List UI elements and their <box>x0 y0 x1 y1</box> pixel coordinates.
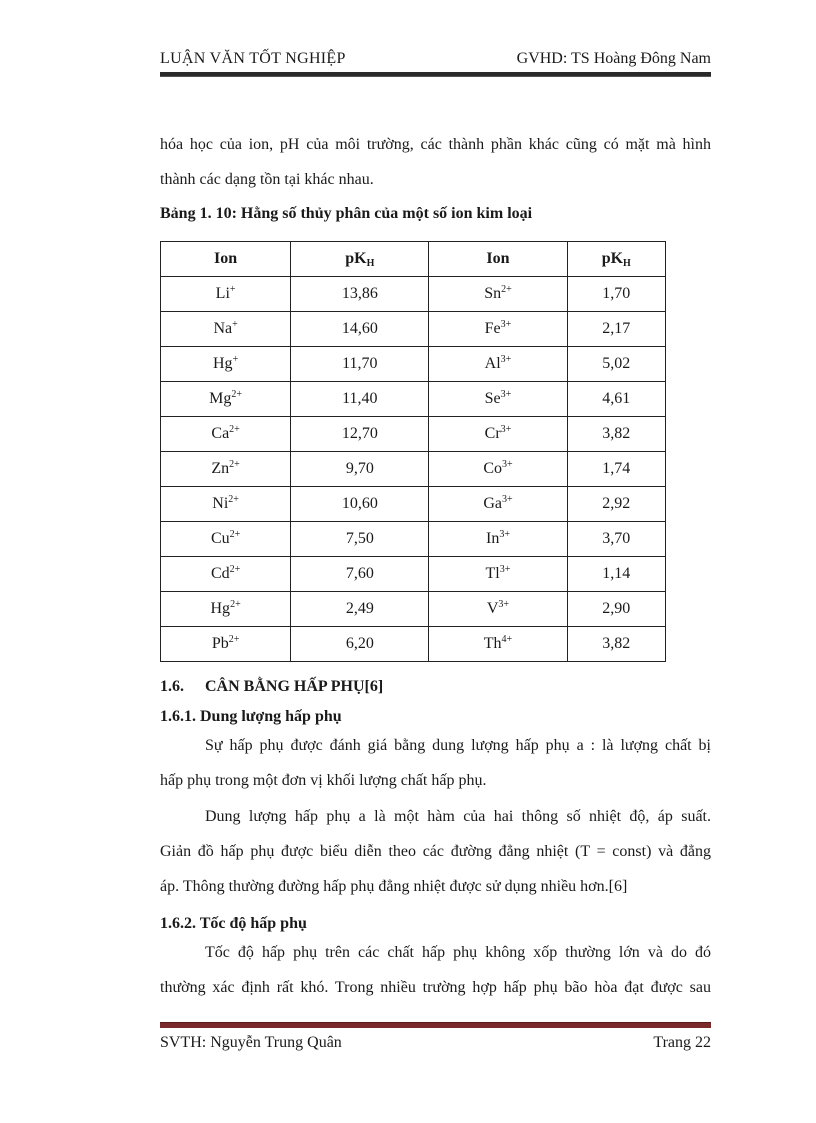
ion-cell-left-charge: 2+ <box>231 389 243 400</box>
pkh-cell-left: 14,60 <box>291 312 429 347</box>
s162-p1-line-1: Tốc độ hấp phụ trên các chất hấp phụ không xốp thường lớn và do đó <box>205 944 711 961</box>
ion-cell-right <box>429 382 567 417</box>
s161-p1-line-2: hấp phụ trong một đơn vị khối lượng chất hấp phụ. <box>160 772 487 789</box>
ion-cell-left-symbol: Li <box>215 285 230 302</box>
ion-cell-left-symbol: Cd <box>210 565 230 582</box>
section-1-6-1-heading: 1.6.1. Dung lượng hấp phụ <box>160 708 342 725</box>
ion-cell-left-symbol: Mg <box>209 390 232 407</box>
ion-cell-right-symbol: Fe <box>484 320 501 337</box>
ion-cell-right <box>429 487 567 522</box>
header-pk-2-subscript: H <box>623 258 631 269</box>
ion-cell-right <box>429 417 567 452</box>
pkh-cell-right: 2,92 <box>567 487 665 522</box>
header-advisor: GVHD: TS Hoàng Đông Nam <box>516 50 711 67</box>
ion-cell-right-charge: 3+ <box>499 529 510 540</box>
hydrolysis-constants-table <box>160 241 666 662</box>
table-row <box>161 487 666 522</box>
ion-cell-right-symbol: Th <box>483 635 502 652</box>
ion-cell-left <box>161 347 291 382</box>
header-pk-2-text: pK <box>601 250 624 267</box>
ion-cell-left <box>161 522 291 557</box>
table-row <box>161 592 666 627</box>
ion-cell-left <box>161 627 291 662</box>
ion-cell-left-symbol: Hg <box>210 600 231 617</box>
ion-cell-right-symbol: Se <box>484 390 501 407</box>
ion-cell-left-symbol: Na <box>213 320 233 337</box>
ion-cell-right <box>429 312 567 347</box>
ion-cell-left <box>161 592 291 627</box>
pkh-cell-right: 2,17 <box>567 312 665 347</box>
section-1-6-number: 1.6. <box>160 678 184 695</box>
header-pk-1-subscript: H <box>366 258 375 269</box>
page-header <box>160 50 711 72</box>
intro-line-1: hóa học của ion, pH của môi trường, các thành phần khác cũng có mặt mà hình <box>160 136 711 153</box>
pkh-cell-left: 11,70 <box>291 347 429 382</box>
ion-cell-right-symbol: In <box>485 530 500 547</box>
ion-cell-left-symbol: Zn <box>211 460 230 477</box>
ion-cell-left <box>161 487 291 522</box>
pkh-cell-left: 12,70 <box>291 417 429 452</box>
ion-cell-right <box>429 557 567 592</box>
table-row <box>161 557 666 592</box>
ion-cell-right-charge: 3+ <box>500 389 512 400</box>
ion-cell-right-charge: 3+ <box>501 459 513 470</box>
ion-cell-left-charge: 2+ <box>228 494 239 505</box>
ion-cell-left <box>161 417 291 452</box>
s161-p2-line-1: Dung lượng hấp phụ a là một hàm của hai thông số nhiệt độ, áp suất. <box>205 808 711 825</box>
footer-page-number: Trang 22 <box>653 1034 711 1051</box>
pkh-cell-left: 7,60 <box>291 557 429 592</box>
ion-cell-right-symbol: Tl <box>485 565 500 582</box>
ion-cell-left-charge: + <box>232 354 239 365</box>
pkh-cell-left: 6,20 <box>291 627 429 662</box>
ion-cell-right <box>429 522 567 557</box>
section-1-6-2-heading: 1.6.2. Tốc độ hấp phụ <box>160 915 307 932</box>
ion-cell-left-charge: 2+ <box>229 424 240 435</box>
pkh-cell-right: 5,02 <box>567 347 665 382</box>
ion-cell-right-charge: 2+ <box>501 284 512 295</box>
ion-cell-left-charge: + <box>232 319 238 330</box>
ion-cell-left-symbol: Cu <box>210 530 230 547</box>
ion-cell-right-charge: 3+ <box>500 354 512 365</box>
header-thesis-title: LUẬN VĂN TỐT NGHIỆP <box>160 50 346 67</box>
pkh-cell-right: 1,14 <box>567 557 665 592</box>
page-footer <box>160 1034 711 1056</box>
pkh-cell-right: 4,61 <box>567 382 665 417</box>
ion-cell-left <box>161 312 291 347</box>
ion-cell-left-charge: 2+ <box>229 529 241 540</box>
footer-divider <box>160 1022 711 1028</box>
s162-p1-line-2: thường xác định rất khó. Trong nhiều trường hợp hấp phụ bão hòa đạt được sau <box>160 979 711 996</box>
table-row <box>161 312 666 347</box>
ion-cell-left-charge: 2+ <box>230 599 241 610</box>
header-pk-2 <box>567 242 665 277</box>
ion-cell-left <box>161 382 291 417</box>
pkh-cell-left: 11,40 <box>291 382 429 417</box>
pkh-cell-right: 3,82 <box>567 627 665 662</box>
ion-cell-right-charge: 3+ <box>499 564 511 575</box>
ion-cell-right-charge: 4+ <box>501 634 513 645</box>
ion-cell-left-charge: 2+ <box>229 564 241 575</box>
ion-cell-right-charge: 3+ <box>500 424 512 435</box>
footer-student: SVTH: Nguyễn Trung Quân <box>160 1034 342 1051</box>
table-row <box>161 452 666 487</box>
ion-cell-left-symbol: Ni <box>212 495 229 512</box>
ion-cell-right-symbol: Sn <box>484 285 502 302</box>
ion-cell-left-charge: + <box>229 284 236 295</box>
table-header-row <box>161 242 666 277</box>
ion-cell-right-charge: 3+ <box>498 599 510 610</box>
ion-cell-left-charge: 2+ <box>228 634 240 645</box>
ion-cell-left <box>161 277 291 312</box>
header-pk-1-text: pK <box>345 250 367 267</box>
pkh-cell-left: 7,50 <box>291 522 429 557</box>
header-ion-2 <box>429 242 567 277</box>
ion-cell-left-symbol: Hg <box>213 355 233 372</box>
pkh-cell-right: 1,74 <box>567 452 665 487</box>
pkh-cell-right: 3,70 <box>567 522 665 557</box>
pkh-cell-left: 10,60 <box>291 487 429 522</box>
s161-p2-line-3: áp. Thông thường đường hấp phụ đẳng nhiệt được sử dụng nhiều hơn.[6] <box>160 878 628 895</box>
s161-p2-line-2: Giản đồ hấp phụ được biểu diễn theo các đường đẳng nhiệt (T = const) và đẳng <box>160 843 711 860</box>
ion-cell-left-symbol: Pb <box>211 635 229 652</box>
pkh-cell-left: 13,86 <box>291 277 429 312</box>
ion-cell-right <box>429 452 567 487</box>
pkh-cell-right: 1,70 <box>567 277 665 312</box>
section-1-6-heading <box>160 678 383 696</box>
ion-cell-right-symbol: Al <box>484 355 501 372</box>
table-row <box>161 417 666 452</box>
table-row <box>161 347 666 382</box>
table-row <box>161 522 666 557</box>
pkh-cell-right: 3,82 <box>567 417 665 452</box>
table-row <box>161 382 666 417</box>
ion-cell-right <box>429 277 567 312</box>
ion-cell-right <box>429 592 567 627</box>
pkh-cell-right: 2,90 <box>567 592 665 627</box>
header-ion-1-text: Ion <box>214 250 238 267</box>
ion-cell-right-charge: 3+ <box>501 494 513 505</box>
section-1-6-title: CÂN BẰNG HẤP PHỤ[6] <box>205 678 384 695</box>
ion-cell-right <box>429 627 567 662</box>
intro-line-2: thành các dạng tồn tại khác nhau. <box>160 171 374 188</box>
header-divider <box>160 72 711 77</box>
ion-cell-left <box>161 452 291 487</box>
ion-cell-right <box>429 347 567 382</box>
ion-cell-right-charge: 3+ <box>500 319 512 330</box>
table-caption: Bảng 1. 10: Hằng số thủy phân của một số ion kim loại <box>160 205 533 222</box>
ion-cell-right-symbol: V <box>486 600 499 617</box>
ion-cell-right-symbol: Cr <box>484 425 501 442</box>
ion-cell-right-symbol: Ga <box>483 495 502 512</box>
header-pk-1 <box>291 242 429 277</box>
table-row <box>161 277 666 312</box>
ion-cell-left-charge: 2+ <box>229 459 240 470</box>
header-ion-1 <box>161 242 291 277</box>
header-ion-2-text: Ion <box>486 250 510 267</box>
ion-cell-right-symbol: Co <box>483 460 502 477</box>
s161-p1-line-1: Sự hấp phụ được đánh giá bằng dung lượng hấp phụ a : là lượng chất bị <box>205 737 711 754</box>
table-row <box>161 627 666 662</box>
pkh-cell-left: 2,49 <box>291 592 429 627</box>
ion-cell-left-symbol: Ca <box>211 425 230 442</box>
ion-cell-left <box>161 557 291 592</box>
pkh-cell-left: 9,70 <box>291 452 429 487</box>
